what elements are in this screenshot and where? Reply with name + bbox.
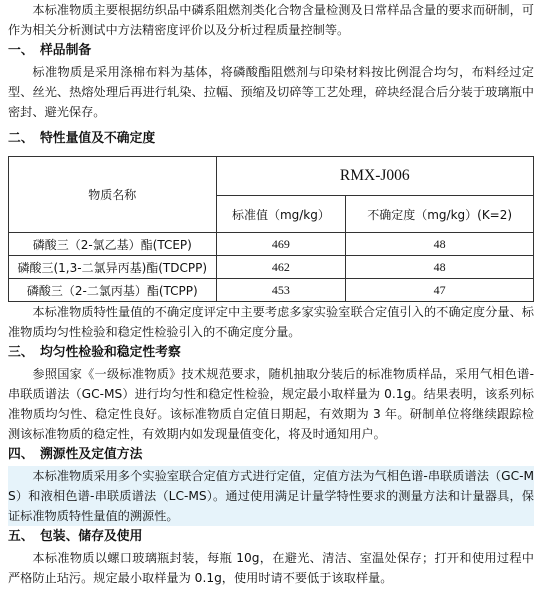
packaging-paragraph: 本标准物质以螺口玻璃瓶封装，每瓶 10g，在避光、清洁、室温处保存；打开和使用过程中严格防止玷污。规定最小取样量为 0.1g，使用时请不要低于该取样量。 xyxy=(8,551,534,585)
section-number: 五、 xyxy=(8,529,34,544)
substance-name-cell: 磷酸三（2-氯乙基）酯(TCEP) xyxy=(9,233,217,256)
table-row xyxy=(9,233,534,256)
section-title: 均匀性检验和稳定性考察 xyxy=(40,345,181,360)
homogeneity-paragraph: 参照国家《一级标准物质》技术规范要求，随机抽取分装后的标准物质样品，采用气相色谱-串联质谱法（GC-MS）进行均匀性和稳定性检验，规定最小取样量为 0.1g。结果表明，该系列标准物质均匀性、稳定性良好。该标准物质自定值日期起，有效期为 3 年。研制单位将继续跟踪检测该标准物质的稳定性，有效期内如发现量值变化，将及时通知用户。 xyxy=(8,367,534,441)
sample-prep-paragraph: 标准物质是采用涤棉布料为基体，将磷酸酯阻燃剂与印染材料按比例混合均匀，布料经过定型、丝光、热熔处理后再进行轧染、拉幅、预缩及切碎等工艺处理，碎块经混合后分装于玻璃瓶中密封、避光保存。 xyxy=(8,65,534,119)
value-cell: 453 xyxy=(216,279,346,302)
section-heading-5 xyxy=(8,526,534,548)
section-title: 包装、储存及使用 xyxy=(40,529,143,544)
traceability-paragraph: 本标准物质采用多个实验室联合定值方式进行定值，定值方法为气相色谱-串联质谱法（GC-MS）和液相色谱-串联质谱法（LC-MS）。通过使用满足计量学特性要求的测量方法和计量器具，保证标准物质特性量值的溯源性。 xyxy=(8,466,534,526)
uncertainty-cell: 48 xyxy=(346,256,534,279)
document-page xyxy=(8,0,534,588)
section-title: 特性量值及不确定度 xyxy=(40,131,156,146)
section-title: 样品制备 xyxy=(40,43,92,58)
value-cell: 469 xyxy=(216,233,346,256)
section-heading-1 xyxy=(8,40,534,62)
uncertainty-paragraph: 本标准物质特性量值的不确定度评定中主要考虑多家实验室联合定值引入的不确定度分量、标准物质均匀性检验和稳定性检验引入的不确定度分量。 xyxy=(8,305,534,339)
value-cell: 462 xyxy=(216,256,346,279)
section-heading-3 xyxy=(8,342,534,364)
column-header-uncertainty: 不确定度（mg/kg）(K=2) xyxy=(346,196,534,233)
section-heading-4 xyxy=(8,444,534,466)
reference-material-code: RMX-J006 xyxy=(216,157,533,196)
property-values-table xyxy=(8,156,534,302)
section-number: 一、 xyxy=(8,43,34,58)
section-number: 四、 xyxy=(8,447,34,462)
section-title: 溯源性及定值方法 xyxy=(40,447,143,462)
table-row xyxy=(9,279,534,302)
section-number: 二、 xyxy=(8,131,34,146)
substance-name-cell: 磷酸三(1,3-二氯异丙基)酯(TDCPP) xyxy=(9,256,217,279)
uncertainty-cell: 47 xyxy=(346,279,534,302)
section-number: 三、 xyxy=(8,345,34,360)
substance-name-cell: 磷酸三（2-二氯丙基）酯(TCPP) xyxy=(9,279,217,302)
table-row xyxy=(9,256,534,279)
section-heading-2 xyxy=(8,128,534,150)
column-header-substance: 物质名称 xyxy=(9,157,217,233)
uncertainty-cell: 48 xyxy=(346,233,534,256)
column-header-value: 标准值（mg/kg） xyxy=(216,196,346,233)
intro-paragraph: 本标准物质主要根据纺织品中磷系阻燃剂类化合物含量检测及日常样品含量的要求而研制，可作为相关分析测试中方法精密度评价以及分析过程质量控制等。 xyxy=(8,3,534,37)
